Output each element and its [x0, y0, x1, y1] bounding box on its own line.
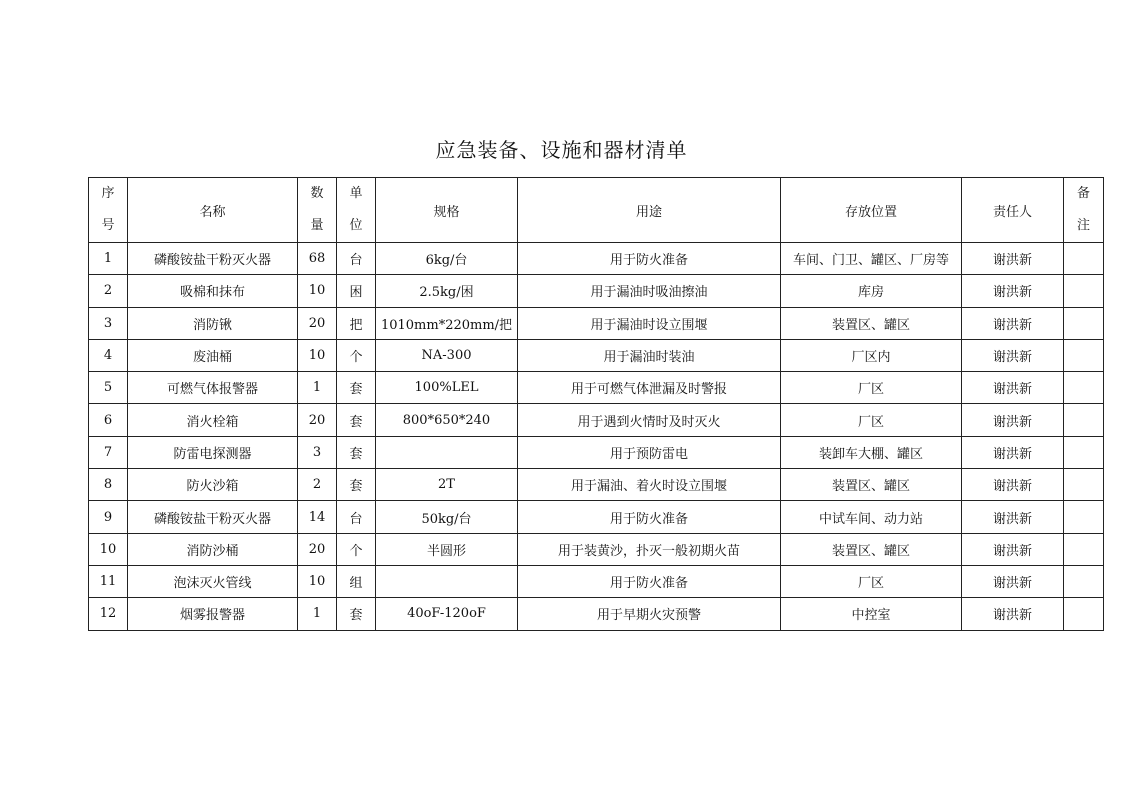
cell-quantity: 10	[298, 565, 337, 597]
cell-location: 库房	[781, 275, 962, 307]
cell-person: 谢洪新	[962, 243, 1064, 275]
cell-quantity: 1	[298, 372, 337, 404]
table-row	[89, 307, 1104, 339]
cell-remark	[1064, 533, 1104, 565]
cell-spec: 2T	[376, 469, 518, 501]
cell-location: 装置区、罐区	[781, 469, 962, 501]
cell-location: 中试车间、动力站	[781, 501, 962, 533]
cell-purpose: 用于预防雷电	[518, 436, 781, 468]
cell-remark	[1064, 243, 1104, 275]
table-body	[89, 243, 1104, 631]
cell-spec: 2.5kg/困	[376, 275, 518, 307]
table-row	[89, 565, 1104, 597]
header-remark: 备 注	[1064, 178, 1104, 243]
cell-purpose: 用于漏油、着火时设立围堰	[518, 469, 781, 501]
cell-unit: 组	[337, 565, 376, 597]
cell-purpose: 用于漏油时吸油擦油	[518, 275, 781, 307]
cell-remark	[1064, 307, 1104, 339]
cell-person: 谢洪新	[962, 533, 1064, 565]
table-row	[89, 275, 1104, 307]
cell-unit: 困	[337, 275, 376, 307]
cell-unit: 套	[337, 469, 376, 501]
equipment-table	[88, 177, 1104, 631]
header-spec: 规格	[376, 178, 518, 243]
cell-unit: 套	[337, 372, 376, 404]
cell-index: 8	[89, 469, 128, 501]
table-row	[89, 501, 1104, 533]
cell-index: 7	[89, 436, 128, 468]
cell-name: 废油桶	[128, 339, 298, 371]
cell-spec: 40oF-120oF	[376, 598, 518, 630]
cell-spec	[376, 565, 518, 597]
cell-spec: 1010mm*220mm/把	[376, 307, 518, 339]
cell-person: 谢洪新	[962, 501, 1064, 533]
cell-unit: 台	[337, 243, 376, 275]
cell-name: 防雷电探测器	[128, 436, 298, 468]
header-person: 责任人	[962, 178, 1064, 243]
cell-person: 谢洪新	[962, 372, 1064, 404]
cell-quantity: 3	[298, 436, 337, 468]
cell-location: 厂区	[781, 372, 962, 404]
cell-unit: 个	[337, 339, 376, 371]
cell-purpose: 用于防火准备	[518, 565, 781, 597]
cell-purpose: 用于遇到火情时及时灭火	[518, 404, 781, 436]
cell-remark	[1064, 598, 1104, 630]
cell-name: 烟雾报警器	[128, 598, 298, 630]
cell-name: 可燃气体报警器	[128, 372, 298, 404]
table-row	[89, 598, 1104, 630]
table-header	[89, 178, 1104, 243]
cell-purpose: 用于防火准备	[518, 501, 781, 533]
cell-location: 厂区	[781, 404, 962, 436]
cell-spec: 50kg/台	[376, 501, 518, 533]
cell-purpose: 用于漏油时装油	[518, 339, 781, 371]
cell-location: 装置区、罐区	[781, 533, 962, 565]
cell-remark	[1064, 339, 1104, 371]
cell-spec	[376, 436, 518, 468]
page-title: 应急装备、设施和器材清单	[435, 138, 688, 162]
cell-spec: NA-300	[376, 339, 518, 371]
cell-purpose: 用于可燃气体泄漏及时警报	[518, 372, 781, 404]
header-unit: 单 位	[337, 178, 376, 243]
cell-name: 防火沙箱	[128, 469, 298, 501]
cell-remark	[1064, 275, 1104, 307]
cell-purpose: 用于漏油时设立围堰	[518, 307, 781, 339]
header-index: 序 号	[89, 178, 128, 243]
cell-name: 泡沫灭火管线	[128, 565, 298, 597]
cell-remark	[1064, 404, 1104, 436]
cell-name: 磷酸铵盐干粉灭火器	[128, 501, 298, 533]
table-row	[89, 339, 1104, 371]
cell-purpose: 用于防火准备	[518, 243, 781, 275]
cell-index: 11	[89, 565, 128, 597]
cell-person: 谢洪新	[962, 436, 1064, 468]
cell-spec: 半圆形	[376, 533, 518, 565]
cell-remark	[1064, 501, 1104, 533]
cell-location: 车间、门卫、罐区、厂房等	[781, 243, 962, 275]
cell-unit: 台	[337, 501, 376, 533]
cell-name: 吸棉和抹布	[128, 275, 298, 307]
cell-quantity: 20	[298, 404, 337, 436]
table-row	[89, 243, 1104, 275]
cell-quantity: 68	[298, 243, 337, 275]
cell-index: 9	[89, 501, 128, 533]
cell-person: 谢洪新	[962, 469, 1064, 501]
cell-spec: 800*650*240	[376, 404, 518, 436]
cell-quantity: 10	[298, 275, 337, 307]
cell-name: 消防锹	[128, 307, 298, 339]
cell-spec: 100%LEL	[376, 372, 518, 404]
cell-quantity: 20	[298, 533, 337, 565]
cell-unit: 套	[337, 436, 376, 468]
cell-quantity: 2	[298, 469, 337, 501]
cell-unit: 套	[337, 404, 376, 436]
cell-index: 2	[89, 275, 128, 307]
cell-spec: 6kg/台	[376, 243, 518, 275]
cell-quantity: 20	[298, 307, 337, 339]
cell-location: 厂区内	[781, 339, 962, 371]
cell-unit: 个	[337, 533, 376, 565]
cell-location: 中控室	[781, 598, 962, 630]
cell-person: 谢洪新	[962, 565, 1064, 597]
cell-location: 装卸车大棚、罐区	[781, 436, 962, 468]
table-row	[89, 404, 1104, 436]
cell-name: 消火栓箱	[128, 404, 298, 436]
cell-purpose: 用于早期火灾预警	[518, 598, 781, 630]
cell-location: 厂区	[781, 565, 962, 597]
cell-name: 消防沙桶	[128, 533, 298, 565]
table-row	[89, 533, 1104, 565]
cell-person: 谢洪新	[962, 339, 1064, 371]
cell-person: 谢洪新	[962, 598, 1064, 630]
cell-index: 4	[89, 339, 128, 371]
cell-index: 6	[89, 404, 128, 436]
header-purpose: 用途	[518, 178, 781, 243]
table-row	[89, 372, 1104, 404]
cell-remark	[1064, 436, 1104, 468]
cell-person: 谢洪新	[962, 404, 1064, 436]
header-quantity: 数 量	[298, 178, 337, 243]
cell-index: 3	[89, 307, 128, 339]
cell-index: 5	[89, 372, 128, 404]
cell-quantity: 14	[298, 501, 337, 533]
cell-remark	[1064, 469, 1104, 501]
header-name: 名称	[128, 178, 298, 243]
cell-index: 10	[89, 533, 128, 565]
cell-quantity: 10	[298, 339, 337, 371]
table-row	[89, 436, 1104, 468]
table-row	[89, 469, 1104, 501]
cell-index: 12	[89, 598, 128, 630]
cell-quantity: 1	[298, 598, 337, 630]
cell-remark	[1064, 372, 1104, 404]
cell-person: 谢洪新	[962, 275, 1064, 307]
cell-purpose: 用于装黄沙，扑灭一般初期火苗	[518, 533, 781, 565]
cell-name: 磷酸铵盐干粉灭火器	[128, 243, 298, 275]
header-location: 存放位置	[781, 178, 962, 243]
cell-location: 装置区、罐区	[781, 307, 962, 339]
cell-unit: 把	[337, 307, 376, 339]
cell-unit: 套	[337, 598, 376, 630]
cell-person: 谢洪新	[962, 307, 1064, 339]
header-row	[89, 178, 1104, 243]
cell-index: 1	[89, 243, 128, 275]
cell-remark	[1064, 565, 1104, 597]
